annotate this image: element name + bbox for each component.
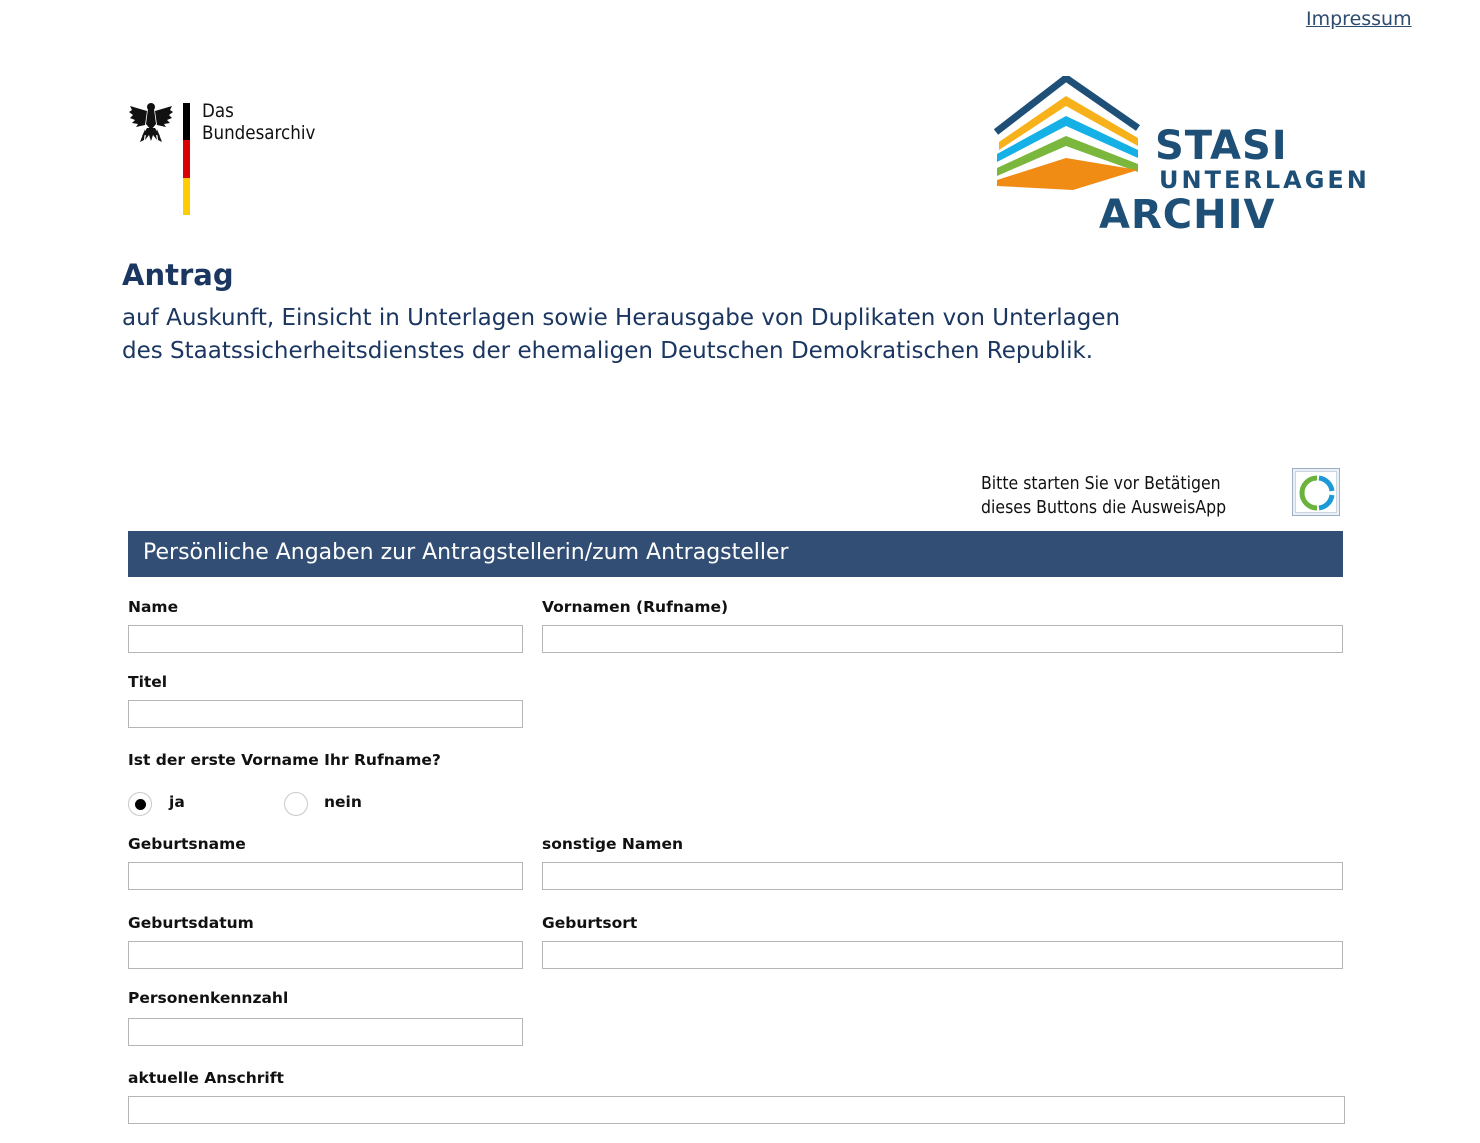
bundesarchiv-logo — [128, 100, 328, 216]
vornamen-input[interactable] — [542, 625, 1343, 653]
ausweisapp-hint-line-1: Bitte starten Sie vor Betätigen — [981, 474, 1221, 494]
sonstige-namen-input[interactable] — [542, 862, 1343, 890]
ausweisapp-hint-line-2: dieses Buttons die AusweisApp — [981, 498, 1227, 518]
bundesarchiv-line2: Bundesarchiv — [202, 122, 316, 144]
geburtsort-label: Geburtsort — [542, 914, 638, 932]
anschrift-label: aktuelle Anschrift — [128, 1069, 284, 1087]
page-subtitle — [122, 302, 1122, 368]
anschrift-input[interactable] — [128, 1096, 1345, 1124]
bundesarchiv-wordmark — [202, 100, 315, 144]
rufname-radio-nein[interactable] — [284, 792, 308, 816]
geburtsname-label: Geburtsname — [128, 835, 246, 853]
name-input[interactable] — [128, 625, 523, 653]
rufname-option-nein-label: nein — [324, 793, 362, 811]
personenkennzahl-input[interactable] — [128, 1018, 523, 1046]
titel-input[interactable] — [128, 700, 523, 728]
subtitle-line-1: auf Auskunft, Einsicht in Unterlagen sowie Herausgabe von Duplikaten von Unterlagen — [122, 305, 1121, 331]
section-title: Persönliche Angaben zur Antragstellerin/zum Antragsteller — [143, 540, 789, 565]
geburtsdatum-input[interactable] — [128, 941, 523, 969]
flag-red — [183, 140, 190, 177]
stasi-wordmark: STASI — [1155, 123, 1288, 169]
impressum-link[interactable]: Impressum — [1306, 8, 1412, 30]
bundesarchiv-line1: Das — [202, 100, 234, 122]
geburtsdatum-label: Geburtsdatum — [128, 914, 254, 932]
unterlagen-wordmark: UNTERLAGEN — [1159, 166, 1370, 194]
german-flag-stripe — [183, 103, 190, 215]
stasi-unterlagen-archiv-logo — [993, 76, 1370, 241]
name-label: Name — [128, 598, 179, 616]
section-header-personal-data — [128, 531, 1343, 577]
rufname-question: Ist der erste Vorname Ihr Rufname? — [128, 751, 441, 769]
flag-gold — [183, 178, 190, 215]
geburtsort-input[interactable] — [542, 941, 1343, 969]
titel-label: Titel — [128, 673, 168, 691]
sonstige-namen-label: sonstige Namen — [542, 835, 683, 853]
federal-eagle-icon — [128, 100, 174, 146]
geburtsname-input[interactable] — [128, 862, 523, 890]
flag-black — [183, 103, 190, 140]
subtitle-line-2: des Staatssicherheitsdienstes der ehemaligen Deutschen Demokratischen Republik. — [122, 338, 1094, 364]
rufname-option-ja-label: ja — [169, 793, 185, 811]
rufname-radio-ja[interactable] — [128, 792, 152, 816]
vornamen-label: Vornamen (Rufname) — [542, 598, 729, 616]
ausweisapp-button-face — [1295, 471, 1337, 513]
ausweisapp-icon — [1297, 473, 1337, 513]
stacked-layers-icon — [993, 76, 1153, 196]
personenkennzahl-label: Personenkennzahl — [128, 989, 289, 1007]
ausweisapp-hint — [981, 472, 1226, 520]
ausweisapp-button[interactable] — [1292, 468, 1340, 516]
page-title: Antrag — [122, 258, 234, 292]
archiv-wordmark: ARCHIV — [1099, 192, 1276, 238]
